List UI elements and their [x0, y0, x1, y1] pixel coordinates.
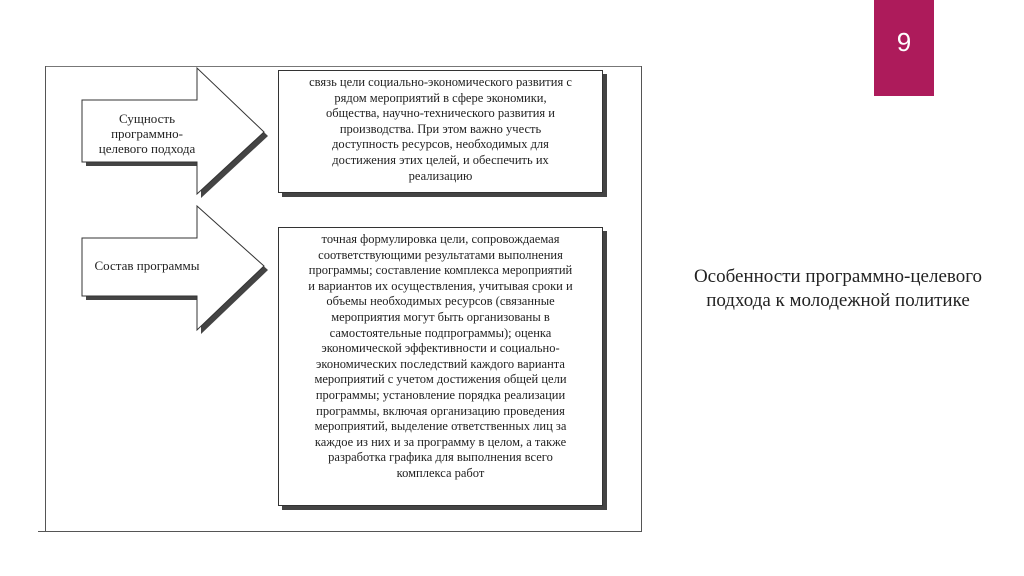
box-line: экономических последствий каждого варианта: [316, 356, 565, 371]
box-line: экономической эффективности и социально-: [321, 341, 560, 356]
slide-number-tab: [874, 0, 934, 96]
box-line: точная формулировка цели, сопровождаемая: [321, 232, 560, 246]
box-line: программы, включая организацию проведения: [316, 403, 565, 418]
slide-title-line: Особенности программно-целевого: [693, 266, 983, 287]
box-line: связь цели социально-экономического развития с: [309, 75, 572, 89]
essence-description-box: [278, 70, 603, 193]
arrow-label-line: целевого подхода: [98, 141, 196, 156]
arrow-label-line: Состав программы: [94, 258, 200, 273]
slide-number: 9: [896, 26, 912, 57]
box-line: мероприятия могут быть организованы в: [331, 309, 550, 324]
arrow-label-line: Сущность: [118, 111, 176, 126]
box-line: самостоятельные подпрограммы); оценка: [329, 325, 552, 340]
box-line: доступность ресурсов, необходимых для: [332, 137, 549, 152]
box-line: реализацию: [408, 168, 473, 183]
box-line: программы; составление комплекса мероприятий: [308, 263, 573, 278]
box-line: комплекса работ: [396, 465, 485, 480]
slide-title: [668, 265, 1008, 313]
box-line: соответствующими результатами выполнения: [318, 247, 563, 262]
composition-description-box: [278, 227, 603, 506]
box-line: рядом мероприятий в сфере экономики,: [334, 90, 547, 105]
box-line: мероприятий, выделение ответственных лиц за: [314, 419, 567, 434]
box-line: разработка графика для выполнения всего: [328, 450, 553, 465]
arrow-label-line: программно-: [111, 126, 183, 141]
box-line: каждое из них и за программу в целом, а также: [314, 434, 567, 449]
box-line: и вариантов их осуществления, учитывая сроки и: [308, 278, 573, 293]
box-line: общества, научно-технического развития и: [326, 106, 555, 121]
arrow-label-composition: [90, 258, 204, 273]
arrow-label-essence: [92, 111, 202, 156]
box-line: мероприятий с учетом достижения общей цели: [314, 372, 567, 387]
slide-title-line: подхода к молодежной политике: [706, 290, 970, 311]
box-line: достижения этих целей, и обеспечить их: [332, 152, 549, 167]
box-line: производства. При этом важно учесть: [339, 121, 542, 136]
box-line: программы; установление порядка реализации: [315, 387, 566, 402]
box-line: объемы необходимых ресурсов (связанные: [326, 294, 555, 309]
